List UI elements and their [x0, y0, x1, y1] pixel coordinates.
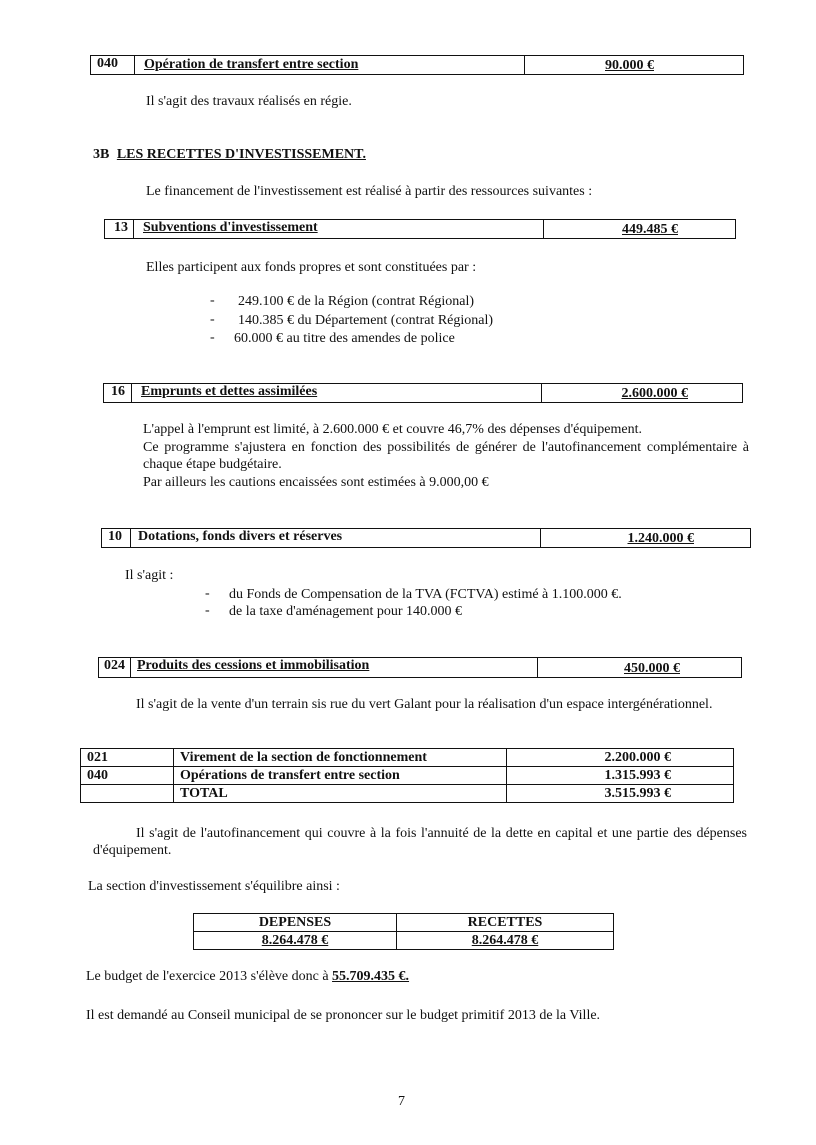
budget-line [86, 968, 409, 985]
divider [130, 657, 131, 677]
row-label: Subventions d'investissement [143, 220, 318, 235]
top-note: Il s'agit des travaux réalisés en régie. [146, 94, 352, 109]
table-row [194, 914, 614, 932]
row-code: 13 [114, 220, 128, 235]
divider [130, 528, 131, 547]
row-label: Produits des cessions et immobilisation [137, 658, 370, 673]
row-label: Opération de transfert entre section [144, 57, 359, 72]
divider [540, 528, 541, 547]
budget-text: Le budget de l'exercice 2013 s'élève donc à [86, 969, 333, 984]
table-cell-code [81, 785, 174, 803]
budget-amount: 55.709.435 €. [332, 969, 410, 984]
table-row [81, 785, 734, 803]
table-cell-label: Virement de la section de fonctionnement [174, 749, 507, 767]
list-item: 140.385 € du Département (contrat Régional) [238, 313, 494, 328]
row-code: 16 [111, 384, 125, 399]
dash: - [210, 330, 215, 345]
section-intro: Le financement de l'investissement est réalisé à partir des ressources suivantes : [146, 184, 593, 199]
equilibre-table [193, 913, 614, 950]
table-row [81, 767, 734, 785]
autofinancement-text: Il s'agit de l'autofinancement qui couvre à la fois l'annuité de la dette en capital et une partie des dépenses d'équipement. [93, 826, 747, 858]
list-item: de la taxe d'aménagement pour 140.000 € [229, 604, 463, 619]
equilibre-intro: La section d'investissement s'équilibre ainsi : [88, 879, 340, 894]
divider [131, 383, 132, 402]
table-cell-amount: 1.315.993 € [507, 767, 734, 785]
dash: - [205, 586, 210, 601]
row024-text: Il s'agit de la vente d'un terrain sis rue du vert Galant pour la réalisation d'un espace intergénérationnel. [136, 697, 713, 712]
divider [524, 55, 525, 74]
divider [541, 383, 542, 402]
row-code: 10 [108, 529, 122, 544]
row16-line-3: Par ailleurs les cautions encaissées sont estimées à 9.000,00 € [143, 475, 489, 490]
row16-line-1: L'appel à l'emprunt est limité, à 2.600.000 € et couvre 46,7% des dépenses d'équipement. [143, 422, 642, 437]
divider [133, 219, 134, 238]
row-label: Emprunts et dettes assimilées [141, 384, 318, 399]
table-cell-code: 040 [81, 767, 174, 785]
page-number: 7 [398, 1094, 405, 1109]
table-cell-code: 021 [81, 749, 174, 767]
section-number: 3B [93, 147, 110, 162]
row-amount: 1.240.000 € [627, 531, 694, 546]
divider [537, 657, 538, 677]
table-row [194, 932, 614, 950]
divider [543, 219, 544, 238]
table-cell-amount: 2.200.000 € [507, 749, 734, 767]
row-amount: 449.485 € [622, 222, 678, 237]
row10-intro: Il s'agit : [125, 568, 174, 583]
dash: - [205, 603, 210, 618]
section-title: LES RECETTES D'INVESTISSEMENT. [116, 147, 366, 162]
table-cell-label: Opérations de transfert entre section [174, 767, 507, 785]
list-item: du Fonds de Compensation de la TVA (FCTVA) estimé à 1.100.000 €. [229, 587, 622, 602]
value-recettes: 8.264.478 € [397, 932, 614, 950]
row13-intro: Elles participent aux fonds propres et sont constituées par : [146, 260, 477, 275]
divider [134, 55, 135, 74]
dash: - [210, 312, 215, 327]
row-code: 040 [97, 56, 118, 71]
row-amount: 2.600.000 € [621, 386, 688, 401]
demand-text: Il est demandé au Conseil municipal de se prononcer sur le budget primitif 2013 de la Ville. [86, 1008, 601, 1023]
dash: - [210, 293, 215, 308]
header-depenses: DEPENSES [194, 914, 397, 932]
table-cell-amount: 3.515.993 € [507, 785, 734, 803]
row-amount: 90.000 € [605, 58, 654, 73]
row16-line-2: Ce programme s'ajustera en fonction des possibilités de générer de l'autofinancement complémentaire à chaque étape budgétaire. [143, 440, 749, 472]
list-item: 60.000 € au titre des amendes de police [234, 331, 455, 346]
row-label: Dotations, fonds divers et réserves [138, 529, 343, 544]
table-row [81, 749, 734, 767]
row-amount: 450.000 € [624, 661, 680, 676]
value-depenses: 8.264.478 € [194, 932, 397, 950]
row-code: 024 [104, 658, 125, 673]
table-cell-label: TOTAL [174, 785, 507, 803]
header-recettes: RECETTES [397, 914, 614, 932]
section-heading [93, 146, 366, 163]
transfer-table [80, 748, 734, 803]
list-item: 249.100 € de la Région (contrat Régional) [238, 294, 474, 309]
